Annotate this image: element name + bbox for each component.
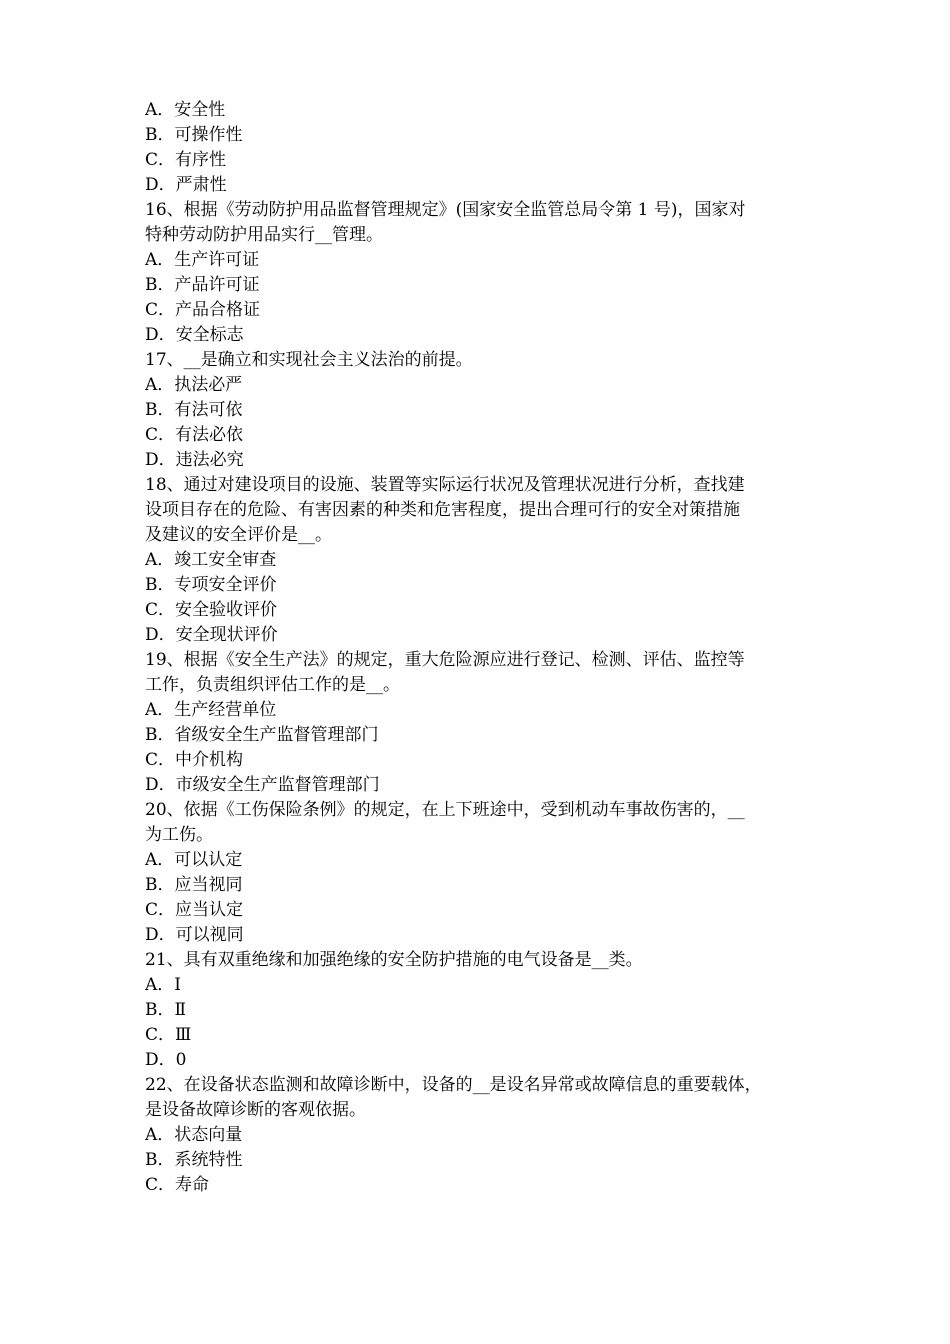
- text-line: 工作，负责组织评估工作的是__。: [145, 675, 400, 695]
- text-line: 是设备故障诊断的客观依据。: [145, 1100, 366, 1120]
- text-line: 17、__是确立和实现社会主义法治的前提。: [145, 350, 473, 370]
- text-line: C．中介机构: [145, 750, 244, 770]
- text-line: 19、根据《安全生产法》的规定，重大危险源应进行登记、检测、评估、监控等: [145, 650, 745, 670]
- text-line: 21、具有双重绝缘和加强绝缘的安全防护措施的电气设备是__类。: [145, 950, 643, 970]
- text-line: A．生产经营单位: [145, 700, 277, 720]
- text-line: D．可以视同: [145, 925, 244, 945]
- text-line: B．可操作性: [145, 125, 243, 145]
- text-line: 为工伤。: [145, 825, 213, 845]
- text-line: 16、根据《劳动防护用品监督管理规定》(国家安全监管总局令第 1 号)，国家对: [145, 200, 746, 220]
- text-line: 设项目存在的危险、有害因素的种类和危害程度，提出合理可行的安全对策措施: [145, 500, 740, 520]
- text-line: C．有序性: [145, 150, 227, 170]
- text-line: B．专项安全评价: [145, 575, 277, 595]
- text-line: B．系统特性: [145, 1150, 243, 1170]
- text-line: 及建议的安全评价是__。: [145, 525, 332, 545]
- text-line: C．Ⅲ: [145, 1025, 192, 1045]
- document-body: [145, 98, 813, 1198]
- text-line: D．安全标志: [145, 325, 244, 345]
- text-line: D．安全现状评价: [145, 625, 278, 645]
- text-line: A．Ⅰ: [145, 975, 181, 995]
- text-line: 18、通过对建设项目的设施、装置等实际运行状况及管理状况进行分析，查找建: [145, 475, 745, 495]
- text-line: 22、在设备状态监测和故障诊断中，设备的__是设名异常或故障信息的重要载体，: [145, 1075, 762, 1095]
- text-line: D．市级安全生产监督管理部门: [145, 775, 380, 795]
- text-line: B．有法可依: [145, 400, 243, 420]
- text-line: D．0: [145, 1050, 187, 1070]
- text-line: C．应当认定: [145, 900, 244, 920]
- text-line: C．有法必依: [145, 425, 244, 445]
- text-line: B．省级安全生产监督管理部门: [145, 725, 379, 745]
- text-line: A．状态向量: [145, 1125, 243, 1145]
- text-line: C．产品合格证: [145, 300, 261, 320]
- text-line: A．竣工安全审查: [145, 550, 277, 570]
- text-line: C．安全验收评价: [145, 600, 278, 620]
- text-line: 特种劳动防护用品实行__管理。: [145, 225, 383, 245]
- text-line: D．严肃性: [145, 175, 227, 195]
- text-line: B．Ⅱ: [145, 1000, 187, 1020]
- text-line: A．生产许可证: [145, 250, 260, 270]
- text-line: B．产品许可证: [145, 275, 260, 295]
- text-line: B．应当视同: [145, 875, 243, 895]
- text-line: C．寿命: [145, 1175, 210, 1195]
- text-line: D．违法必究: [145, 450, 244, 470]
- text-line: 20、依据《工伤保险条例》的规定，在上下班途中，受到机动车事故伤害的，__: [145, 800, 745, 820]
- text-line: A．执法必严: [145, 375, 243, 395]
- text-line: A．安全性: [145, 100, 226, 120]
- text-line: A．可以认定: [145, 850, 243, 870]
